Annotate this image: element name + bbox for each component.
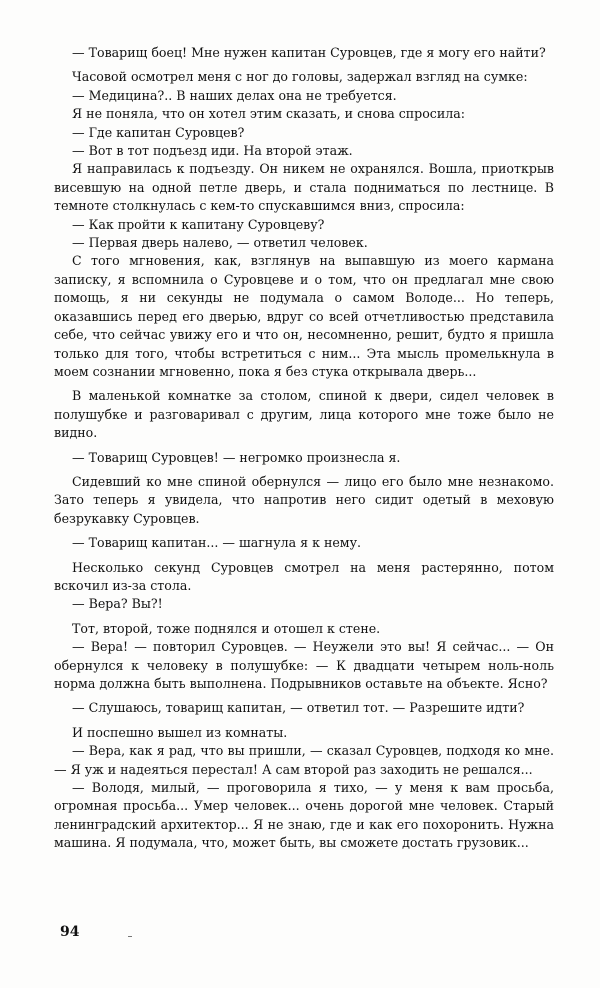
paragraph: — Товарищ Суровцев! — негромко произнесла я. xyxy=(72,449,401,465)
paragraph: Часовой осмотрел меня с ног до головы, задержал взгляд на сумке: xyxy=(72,69,528,85)
body-text xyxy=(54,44,554,853)
paragraph: Я направилась к подъезду. Он никем не охранялся. Вошла, приоткрыв висевшую на одной петле дверь, и стала подниматься по лестнице. В темноте столкнулась с кем-то спускавшимся вниз, спросила: xyxy=(54,161,554,214)
paragraph: — Вера, как я рад, что вы пришли, — сказал Суровцев, подходя ко мне. — Я уж и надеяться перестал! А сам второй раз заходить не решался... xyxy=(54,743,554,777)
print-speck xyxy=(128,936,132,937)
paragraph: Несколько секунд Суровцев смотрел на меня растерянно, потом вскочил из-за стола. xyxy=(54,559,554,593)
paragraph: С того мгновения, как, взглянув на выпавшую из моего кармана записку, я вспомнила о Суровцеве и о том, что он предлагал мне свою помощь, я ни секунды не подумала о самом Володе... Но теперь, оказавшись перед его дверью, вдруг со всей отчетливостью представила себе, что сейчас увижу его и что он, несомненно, решит, будто я пришла только для того, чтобы встретиться с ним... Эта мысль промелькнула в моем сознании мгновенно, пока я без стука открывала дверь... xyxy=(54,253,554,379)
paragraph: Тот, второй, тоже поднялся и отошел к стене. xyxy=(72,620,381,636)
paragraph: — Первая дверь налево, — ответил человек. xyxy=(72,235,368,251)
paragraph: И поспешно вышел из комнаты. xyxy=(72,724,288,740)
page-number: 94 xyxy=(60,924,80,940)
paragraph: — Володя, милый, — проговорила я тихо, — у меня к вам просьба, огромная просьба... Умер человек... очень дорогой мне человек. Старый ленинградский архитектор... Я не знаю, где и как его похоронить. Нужна машина. Я подумала, что, может быть, вы сможете достать грузовик... xyxy=(54,780,554,851)
paragraph: — Вера? Вы?! xyxy=(72,596,163,612)
paragraph: — Вера! — повторил Суровцев. — Неужели это вы! Я сейчас... — Он обернулся к человеку в полушубке: — К двадцати четырем ноль-ноль норма должна быть выполнена. Подрывников оставьте на объекте. Ясно? xyxy=(54,639,554,691)
paragraph: — Где капитан Суровцев? xyxy=(72,124,245,140)
paragraph: — Товарищ капитан... — шагнула я к нему. xyxy=(72,535,361,551)
paragraph: — Медицина?.. В наших делах она не требуется. xyxy=(72,87,397,103)
paragraph: — Товарищ боец! Мне нужен капитан Суровцев, где я могу его найти? xyxy=(72,45,546,60)
paragraph: Сидевший ко мне спиной обернулся — лицо его было мне незнакомо. Зато теперь я увидела, что напротив него сидит одетый в меховую безрукавку Суровцев. xyxy=(54,473,554,526)
paragraph: — Как пройти к капитану Суровцеву? xyxy=(72,216,325,232)
paragraph: Я не поняла, что он хотел этим сказать, и снова спросила: xyxy=(72,106,465,122)
paragraph: В маленькой комнатке за столом, спиной к двери, сидел человек в полушубке и разговаривал с другим, лица которого мне тоже было не видно. xyxy=(54,388,554,441)
paragraph: — Слушаюсь, товарищ капитан, — ответил тот. — Разрешите идти? xyxy=(72,700,525,716)
paragraph: — Вот в тот подъезд иди. На второй этаж. xyxy=(72,143,353,159)
